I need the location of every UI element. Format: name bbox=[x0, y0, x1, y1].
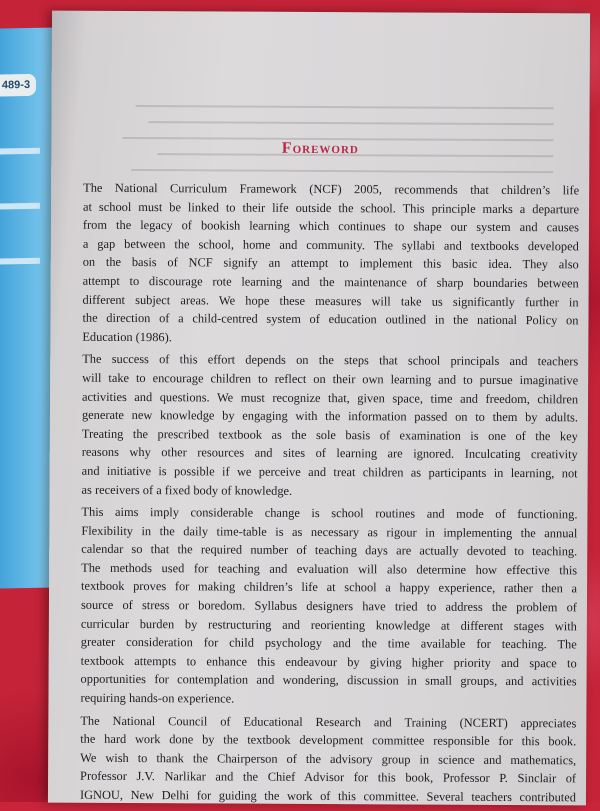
text-line: curricular burden by restructuring and reorienting knowledge at different stages with bbox=[80, 616, 577, 634]
text-line: as receivers of a fixed body of knowledge. bbox=[81, 482, 293, 498]
text-line: activities and questions. We must recognize that, given space, time and freedom, children bbox=[82, 389, 579, 406]
text-line: on the basis of NCF signify an attempt to implement this basic idea. They also bbox=[82, 255, 579, 272]
text-line: attempt to discourage rote learning and the maintenance of sharp boundaries between bbox=[82, 273, 579, 291]
text-line: IGNOU, New Delhi for guiding the work of this committee. Several teachers contributed bbox=[79, 787, 577, 805]
page-title: Foreword bbox=[281, 139, 359, 158]
text-line: The methods used for teaching and evaluation will also determine how effective this bbox=[81, 560, 578, 578]
text-line: from the legacy of bookish learning which continues to shape our system and causes bbox=[82, 217, 579, 235]
text-line: Education (1986). bbox=[82, 329, 172, 344]
text-line: different subject areas. We hope these measures will take us significantly further in bbox=[82, 292, 579, 309]
text-line: greater consideration for child psychology and the time available for teaching. The bbox=[80, 635, 577, 652]
text-line: Flexibility in the daily time-table is as necessary as rigour in implementing the annual bbox=[81, 523, 578, 541]
text-line: and initiative is possible if we perceive and treat children as participants in learning, not bbox=[81, 463, 578, 481]
text-line: at school must be linked to their life outside the school. This principle marks a departure bbox=[83, 199, 580, 216]
body-text bbox=[66, 179, 579, 811]
paragraph-3 bbox=[66, 503, 577, 710]
text-line: Treating the prescribed textbook as the sole basis of examination is one of the key bbox=[81, 426, 578, 444]
text-line: source of stress or boredom. Syllabus designers have tried to address the problem of bbox=[80, 597, 577, 615]
text-line: The National Council of Educational Research and Training (NCERT) appreciates bbox=[80, 713, 577, 730]
text-line: Professor J.V. Narlikar and the Chief Advisor for this book, Professor P. Sinclair of bbox=[80, 769, 577, 786]
text-line: The National Curriculum Framework (NCF) 2005, recommends that children’s life bbox=[83, 180, 580, 198]
text-line: The success of this effort depends on the steps that school principals and teachers bbox=[82, 352, 579, 369]
text-line: requiring hands-on experience. bbox=[80, 690, 235, 706]
text-line: textbook attempts to enhance this endeavour by giving higher priority and space to bbox=[80, 653, 577, 671]
text-line: We wish to thank the Chairperson of the advisory group in science and mathematics, bbox=[80, 750, 577, 768]
text-line: reasons why other resources and sites of learning are ignored. Inculcating creativity bbox=[81, 445, 578, 462]
text-line: the hard work done by the textbook development committee responsible for this book. bbox=[80, 731, 577, 749]
text-line: will take to encourage children to reflect on their own learning and to pursue imaginative bbox=[82, 370, 579, 388]
text-line: This aims imply considerable change is school routines and mode of functioning. bbox=[81, 504, 578, 522]
book-stripe bbox=[0, 203, 40, 210]
book-stripe bbox=[0, 148, 40, 155]
text-line: opportunities for contemplation and wondering, discussion in small groups, and activities bbox=[80, 672, 577, 689]
paragraph-4 bbox=[66, 711, 576, 807]
text-line: textbook proves for making children’s life at school a happy experience, rather then a bbox=[81, 579, 578, 596]
book-page bbox=[48, 11, 590, 806]
show-through-text bbox=[113, 91, 553, 173]
book-code-label: 489-3 bbox=[0, 74, 36, 97]
text-line: the direction of a child-centred system of education outlined in the national Policy on bbox=[82, 310, 579, 328]
book-stripe bbox=[0, 258, 40, 265]
text-line: a gap between the school, home and community. The syllabi and textbooks developed bbox=[82, 236, 579, 254]
text-line: calendar so that the required number of teaching days are actually devoted to teaching. bbox=[81, 542, 578, 559]
paragraph-1 bbox=[68, 179, 579, 349]
paragraph-2 bbox=[68, 350, 579, 501]
text-line: generate new knowledge by engaging with the information passed on to them by adults. bbox=[81, 407, 578, 425]
